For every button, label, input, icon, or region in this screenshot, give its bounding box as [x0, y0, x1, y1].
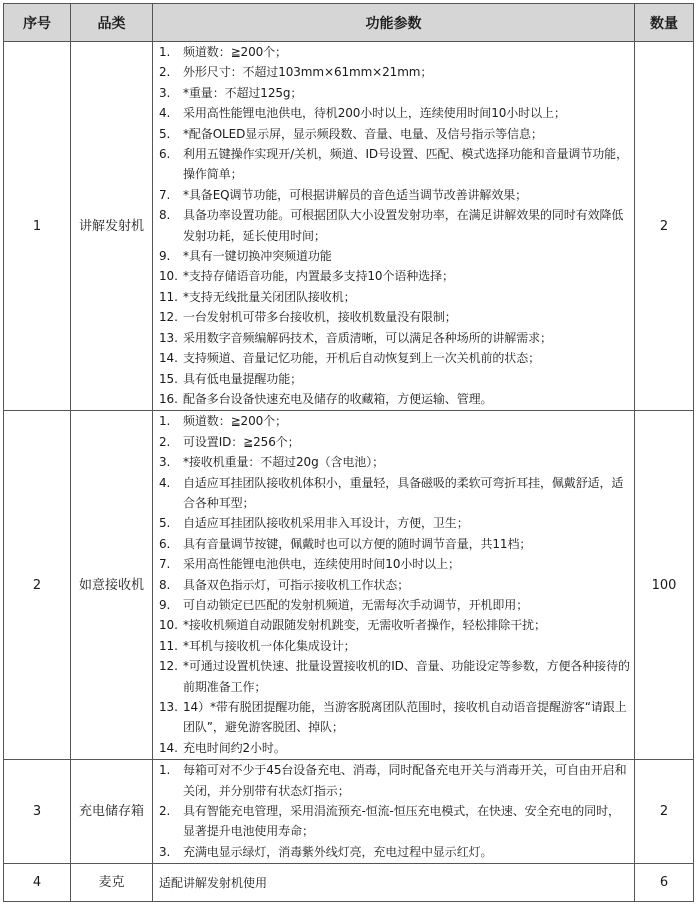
feature-item-text: 充电时间约2小时。 [183, 740, 286, 755]
feature-item-text: *配备OLED显示屏，显示频段数、音量、电量、及信号指示等信息； [183, 126, 543, 141]
feature-item [153, 513, 634, 533]
row-number: 2 [4, 411, 71, 760]
feature-item-text: *重量：不超过125g； [183, 85, 303, 100]
feature-item [153, 411, 634, 431]
quantity: 2 [635, 760, 694, 864]
feature-item-text: 采用数字音频编解码技术，音质清晰，可以满足各种场所的讲解需求； [183, 330, 552, 345]
feature-item-text: 采用高性能锂电池供电，连续使用时间10小时以上； [183, 557, 460, 572]
feature-item-text: 具备功率设置功能。可根据团队大小设置发射功率，在满足讲解效果的同时有效降低发射功耗，延长使用时间； [183, 208, 624, 243]
quantity: 100 [635, 411, 694, 760]
header-category: 品类 [71, 4, 153, 42]
feature-list [153, 760, 634, 862]
feature-item-text: *耳机与接收机一体化集成设计； [183, 638, 356, 653]
feature-item-number: 2. [159, 804, 171, 819]
feature-item-text: 频道数：≧200个； [183, 45, 287, 59]
feature-item [153, 42, 634, 62]
feature-item-number: 9. [159, 597, 171, 612]
feature-item-text: 可自动锁定已匹配的发射机频道，无需每次手动调节，开机即用； [183, 597, 529, 612]
feature-item [153, 595, 634, 615]
feature-item [153, 656, 634, 697]
feature-item-text: 具有智能充电管理，采用涓流预充-恒流-恒压充电模式，在快速、安全充电的同时，显著提升电池使用寿命； [183, 804, 620, 839]
header-features: 功能参数 [153, 4, 635, 42]
feature-item-text: 频道数：≧200个； [183, 414, 287, 429]
product-name: 麦克 [71, 864, 153, 902]
feature-item-number: 12. [159, 310, 178, 325]
feature-item-text: *可通过设置机快速、批量设置接收机的ID、音量、功能设定等参数，方便各种接待的前期准备工作； [183, 659, 630, 694]
feature-item [153, 801, 634, 842]
feature-item-number: 5. [159, 516, 171, 531]
feature-item-text: 一台发射机可带多台接收机，接收机数量没有限制； [183, 310, 457, 325]
row-number: 3 [4, 760, 71, 864]
feature-item-number: 12. [159, 659, 178, 674]
row-number: 4 [4, 864, 71, 902]
feature-item [153, 575, 634, 595]
feature-item-number: 1. [159, 414, 171, 429]
feature-item [153, 103, 634, 123]
feature-item-number: 10. [159, 269, 178, 284]
feature-item-text: 外形尺寸：不超过103mm×61mm×21mm； [183, 65, 433, 80]
feature-item-number: 11. [159, 289, 178, 304]
feature-item [153, 738, 634, 758]
feature-item [153, 615, 634, 635]
feature-item [153, 328, 634, 348]
feature-item-number: 13. [159, 330, 178, 345]
feature-item-number: 8. [159, 577, 171, 592]
feature-item [153, 554, 634, 574]
feature-item-text: *接收机重量：不超过20g（含电池）； [183, 455, 384, 470]
product-name: 讲解发射机 [71, 42, 153, 411]
feature-item-number: 2. [159, 65, 171, 80]
feature-item [153, 287, 634, 307]
quantity: 6 [635, 864, 694, 902]
feature-item-number: 3. [159, 85, 171, 100]
feature-item [153, 534, 634, 554]
product-name: 充电储存箱 [71, 760, 153, 864]
feature-item [153, 205, 634, 246]
feature-list-cell [153, 760, 635, 864]
feature-item-text: *接收机频道自动跟随发射机跳变，无需收听者操作，轻松排除干扰； [183, 618, 546, 633]
header-no: 序号 [4, 4, 71, 42]
feature-item-text: *具备EQ调节功能，可根据讲解员的音色适当调节改善讲解效果； [183, 187, 528, 202]
feature-item [153, 432, 634, 452]
feature-item-number: 6. [159, 147, 171, 162]
feature-item [153, 452, 634, 472]
feature-item-text: 具备双色指示灯，可指示接收机工作状态； [183, 577, 410, 592]
feature-item-number: 2. [159, 434, 171, 449]
feature-item-text: 采用高性能锂电池供电，待机200小时以上，连续使用时间10小时以上； [183, 106, 566, 121]
feature-item-text: 充满电显示绿灯，消毒紫外线灯亮，充电过程中显示红灯。 [183, 844, 493, 859]
feature-item-text: 自适应耳挂团队接收机体积小，重量轻，具备磁吸的柔软可弯折耳挂，佩戴舒适，适合各种耳型； [183, 475, 624, 510]
table-row [4, 760, 694, 864]
feature-item-text: 14）*带有脱团提醒功能，当游客脱离团队范围时，接收机自动语音提醒游客“请跟上团队”，避免游客脱团、掉队； [183, 700, 627, 735]
feature-item-text: *具有一键切换冲突频道功能 [183, 249, 332, 264]
feature-item [153, 83, 634, 103]
feature-item [153, 389, 634, 409]
feature-item-text: 可设置ID：≧256个； [183, 434, 300, 449]
feature-item [153, 144, 634, 185]
feature-item-number: 7. [159, 187, 171, 202]
feature-item-text: 具有低电量提醒功能； [183, 371, 303, 386]
feature-item-number: 9. [159, 249, 171, 264]
feature-item-number: 13. [159, 700, 178, 714]
feature-item-number: 6. [159, 536, 171, 551]
feature-item [153, 307, 634, 327]
feature-item [153, 636, 634, 656]
feature-item [153, 62, 634, 82]
feature-item [153, 760, 634, 801]
feature-text: 适配讲解发射机使用 [153, 864, 635, 902]
feature-item [153, 473, 634, 514]
feature-item-number: 3. [159, 844, 171, 859]
feature-item-text: 支持频道、音量记忆功能，开机后自动恢复到上一次关机前的状态； [183, 351, 541, 366]
feature-list [153, 411, 634, 758]
feature-item [153, 246, 634, 266]
feature-item-text: *支持存储语音功能，内置最多支持10个语种选择； [183, 269, 454, 284]
feature-item-number: 10. [159, 618, 178, 633]
feature-item-number: 1. [159, 763, 171, 778]
feature-list [153, 42, 634, 409]
feature-list-cell [153, 411, 635, 760]
procurement-spec-table [3, 3, 694, 902]
feature-item-number: 4. [159, 475, 171, 490]
feature-item-text: 利用五键操作实现开/关机，频道、ID号设置、匹配、模式选择功能和音量调节功能，操作简单； [183, 147, 628, 182]
feature-item-number: 7. [159, 557, 171, 572]
feature-item-number: 11. [159, 638, 178, 653]
header-qty: 数量 [635, 4, 694, 42]
feature-item-number: 1. [159, 45, 171, 59]
feature-item-number: 16. [159, 391, 178, 406]
feature-item-text: 自适应耳挂团队接收机采用非入耳设计，方便，卫生； [183, 516, 469, 531]
feature-item-number: 4. [159, 106, 171, 121]
quantity: 2 [635, 42, 694, 411]
feature-item-number: 5. [159, 126, 171, 141]
feature-item [153, 697, 634, 738]
feature-item-text: 配备多台设备快速充电及储存的收藏箱，方便运输、管理。 [183, 391, 493, 406]
feature-item [153, 185, 634, 205]
product-name: 如意接收机 [71, 411, 153, 760]
feature-list-cell [153, 42, 635, 411]
feature-item [153, 348, 634, 368]
feature-item-text: 具有音量调节按键，佩戴时也可以方便的随时调节音量，共11档； [183, 536, 532, 551]
feature-item-number: 8. [159, 208, 171, 223]
feature-item-number: 14. [159, 740, 178, 755]
feature-item [153, 266, 634, 286]
table-row [4, 864, 694, 902]
feature-item [153, 842, 634, 862]
feature-item-text: 每箱可对不少于45台设备充电、消毒，同时配备充电开关与消毒开关，可自由开启和关闭，并分别带有状态灯指示； [183, 763, 627, 798]
feature-item-number: 15. [159, 371, 178, 386]
table-header-row [4, 4, 694, 42]
feature-item [153, 124, 634, 144]
row-number: 1 [4, 42, 71, 411]
feature-item [153, 369, 634, 389]
feature-item-number: 3. [159, 455, 171, 470]
table-row [4, 42, 694, 411]
feature-item-text: *支持无线批量关闭团队接收机； [183, 289, 356, 304]
table-row [4, 411, 694, 760]
feature-item-number: 14. [159, 351, 178, 366]
